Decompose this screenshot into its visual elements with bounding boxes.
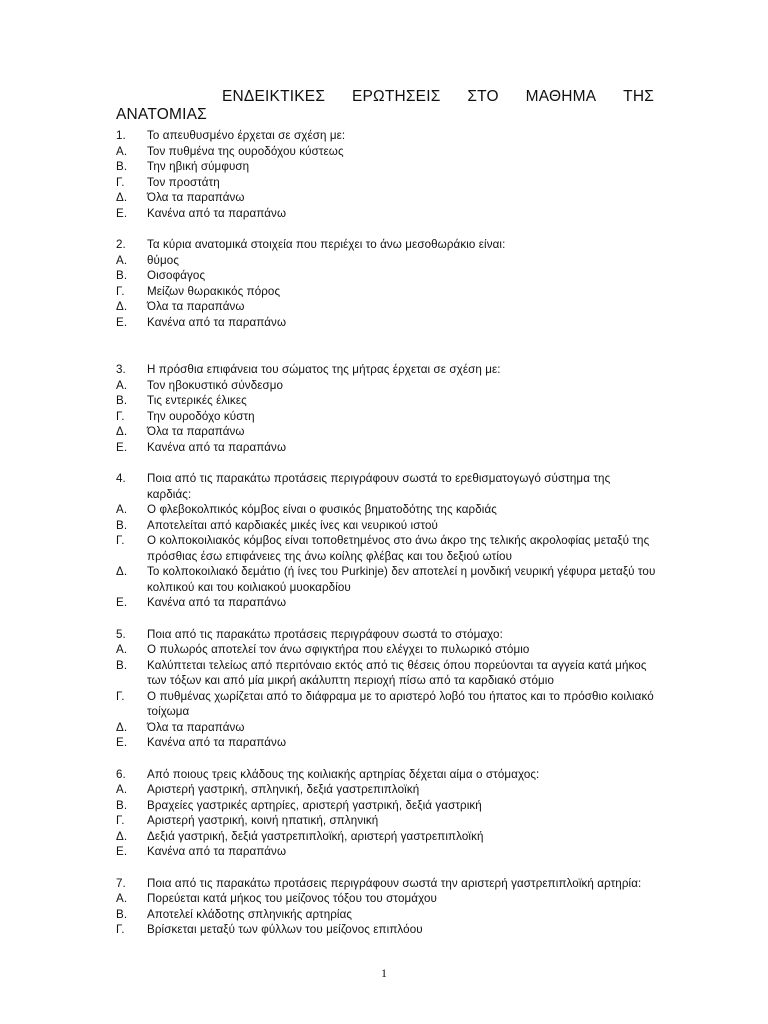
question-number: 5. bbox=[116, 627, 126, 641]
option-label: Α. bbox=[116, 378, 128, 392]
option-text: Αποτελεί κλάδοτης σπληνικής αρτηρίας bbox=[147, 907, 353, 921]
option-label: Ε. bbox=[116, 736, 128, 749]
answer-option bbox=[116, 595, 656, 611]
option-label: Β. bbox=[116, 269, 128, 282]
option-text: Όλα τα παραπάνω bbox=[147, 425, 245, 438]
option-text: Την ηβική σύμφυση bbox=[147, 160, 250, 173]
question-number: 3. bbox=[116, 363, 126, 376]
option-label: Α. bbox=[116, 503, 128, 516]
answer-option bbox=[116, 642, 656, 658]
option-label: Β. bbox=[116, 518, 128, 532]
spacer bbox=[116, 455, 656, 471]
question-text: Τα κύρια ανατομικά στοιχεία που περιέχει το άνω μεσοθωράκιο είναι: bbox=[147, 238, 506, 251]
answer-option bbox=[116, 159, 656, 175]
title-line-2: ΑΝΑΤΟΜΙΑΣ bbox=[116, 106, 207, 123]
option-label: Γ. bbox=[116, 689, 125, 703]
option-text: Μείζων θωρακικός πόρος bbox=[147, 284, 281, 298]
question-text: Από ποιους τρεις κλάδους της κοιλιακής αρτηρίας δέχεται αίμα ο στόμαχος: bbox=[147, 767, 540, 781]
answer-option bbox=[116, 907, 656, 923]
answer-option bbox=[116, 564, 656, 595]
question-stem bbox=[116, 362, 656, 378]
answer-option bbox=[116, 393, 656, 409]
title-word: ΜΑΘΗΜΑ bbox=[525, 88, 597, 105]
option-label: Α. bbox=[116, 892, 128, 905]
question-stem bbox=[116, 627, 656, 643]
option-label: Γ. bbox=[116, 923, 125, 936]
question-stem bbox=[116, 237, 656, 253]
spacer bbox=[116, 221, 656, 237]
option-text: Οισοφάγος bbox=[147, 269, 206, 282]
option-label: Β. bbox=[116, 160, 128, 173]
option-label: Δ. bbox=[116, 191, 128, 204]
option-text: Όλα τα παραπάνω bbox=[147, 191, 245, 204]
option-label: Γ. bbox=[116, 534, 125, 547]
answer-option bbox=[116, 502, 656, 518]
answer-option bbox=[116, 782, 656, 798]
answer-option bbox=[116, 175, 656, 191]
question-number: 4. bbox=[116, 472, 126, 485]
option-text: Το κολποκοιλιακό δεμάτιο (ή ίνες του Purkinje) δεν αποτελεί η μονδική νευρική γέφυρα μεταξύ του κολπικού και του κοιλιακού μυοκαρδίου bbox=[147, 565, 656, 594]
option-text: Κανένα από τα παραπάνω bbox=[147, 736, 287, 749]
option-text: Βραχείες γαστρικές αρτηρίες, αριστερή γαστρική, δεξιά γαστρική bbox=[147, 798, 482, 812]
answer-option bbox=[116, 268, 656, 284]
question-block bbox=[116, 128, 656, 221]
question-block bbox=[116, 876, 656, 938]
option-label: Δ. bbox=[116, 720, 128, 734]
option-text: Τον ηβοκυστικό σύνδεσμο bbox=[147, 378, 284, 392]
option-label: Ε. bbox=[116, 206, 128, 220]
answer-option bbox=[116, 658, 656, 689]
answer-option bbox=[116, 424, 656, 440]
answer-option bbox=[116, 813, 656, 829]
question-number: 2. bbox=[116, 238, 126, 251]
question-text: Ποια από τις παρακάτω προτάσεις περιγράφουν σωστά την αριστερή γαστρεπιπλοϊκή αρτηρία: bbox=[147, 876, 642, 890]
answer-option bbox=[116, 798, 656, 814]
option-label: Β. bbox=[116, 798, 128, 812]
answer-option bbox=[116, 689, 656, 720]
question-text: Ποια από τις παρακάτω προτάσεις περιγράφουν σωστά το ερεθισματογωγό σύστημα της καρδιάς: bbox=[147, 472, 611, 501]
spacer bbox=[116, 611, 656, 627]
answer-option bbox=[116, 284, 656, 300]
answer-option bbox=[116, 206, 656, 222]
option-label: Ε. bbox=[116, 596, 128, 609]
option-text: Τις εντερικές έλικες bbox=[147, 394, 247, 407]
question-block bbox=[116, 362, 656, 455]
question-stem bbox=[116, 471, 656, 502]
spacer bbox=[116, 860, 656, 876]
question-block bbox=[116, 237, 656, 330]
option-text: Τον προστάτη bbox=[147, 175, 220, 189]
question-number: 6. bbox=[116, 767, 126, 781]
option-text: Ο φλεβοκολπικός κόμβος είναι ο φυσικός βηματοδότης της καρδιάς bbox=[147, 503, 497, 516]
option-label: Β. bbox=[116, 394, 128, 407]
option-text: Όλα τα παραπάνω bbox=[147, 300, 245, 313]
option-label: Γ. bbox=[116, 284, 125, 298]
option-text: Αριστερή γαστρική, σπληνική, δεξιά γαστρεπιπλοϊκή bbox=[147, 783, 420, 796]
option-label: Ε. bbox=[116, 845, 128, 858]
answer-option bbox=[116, 253, 656, 269]
option-label: Α. bbox=[116, 783, 128, 796]
answer-option bbox=[116, 735, 656, 751]
question-block bbox=[116, 627, 656, 751]
option-text: Κανένα από τα παραπάνω bbox=[147, 440, 287, 454]
question-stem bbox=[116, 128, 656, 144]
option-text: Ο πυλωρός αποτελεί τον άνω σφιγκτήρα που ελέγχει το πυλωρικό στόμιο bbox=[147, 643, 530, 656]
question-text: Το απευθυσμένο έρχεται σε σχέση με: bbox=[147, 129, 346, 142]
option-label: Ε. bbox=[116, 440, 128, 454]
option-text: Τον πυθμένα της ουροδόχου κύστεως bbox=[147, 144, 344, 158]
option-label: Α. bbox=[116, 144, 128, 158]
question-list bbox=[116, 128, 656, 938]
option-text: Κανένα από τα παραπάνω bbox=[147, 315, 287, 329]
option-text: Κανένα από τα παραπάνω bbox=[147, 845, 287, 858]
answer-option bbox=[116, 891, 656, 907]
answer-option bbox=[116, 533, 656, 564]
option-label: Δ. bbox=[116, 565, 128, 578]
title-line-1 bbox=[116, 88, 654, 106]
answer-option bbox=[116, 440, 656, 456]
answer-option bbox=[116, 829, 656, 845]
answer-option bbox=[116, 378, 656, 394]
option-text: Ο πυθμένας χωρίζεται από το διάφραμα με το αριστερό λοβό του ήπατος και το πρόσθιο κοιλιακό τοίχωμα bbox=[147, 689, 654, 718]
option-label: Δ. bbox=[116, 300, 128, 313]
option-text: Δεξιά γαστρική, δεξιά γαστρεπιπλοϊκή, αριστερή γαστρεπιπλοϊκή bbox=[147, 829, 484, 843]
question-text: Ποια από τις παρακάτω προτάσεις περιγράφουν σωστά το στόμαχο: bbox=[147, 627, 503, 641]
option-text: Ο κολποκοιλιακός κόμβος είναι τοποθετημένος στο άνω άκρο της τελικής ακρολοφίας μεταξύ της πρόσθιας έσω επιφάνειες της άνω κοίλης φλέβας και του δεξιού ωτίου bbox=[147, 534, 650, 563]
page-number: 1 bbox=[381, 966, 387, 980]
option-text: Την ουροδόχο κύστη bbox=[147, 409, 255, 423]
option-label: Α. bbox=[116, 643, 128, 656]
option-label: Β. bbox=[116, 658, 128, 672]
spacer bbox=[116, 330, 656, 362]
option-text: Όλα τα παραπάνω bbox=[147, 720, 245, 734]
option-text: Αριστερή γαστρική, κοινή ηπατική, σπληνική bbox=[147, 814, 379, 827]
question-block bbox=[116, 767, 656, 860]
answer-option bbox=[116, 518, 656, 534]
question-text: Η πρόσθια επιφάνεια του σώματος της μήτρας έρχεται σε σχέση με: bbox=[147, 363, 501, 376]
spacer bbox=[116, 751, 656, 767]
document-title bbox=[116, 88, 654, 124]
question-stem bbox=[116, 876, 656, 892]
answer-option bbox=[116, 144, 656, 160]
option-label: Α. bbox=[116, 253, 128, 267]
option-label: Δ. bbox=[116, 425, 128, 438]
option-text: Αποτελείται από καρδιακές μικές ίνες και νευρικού ιστού bbox=[147, 518, 438, 532]
title-word: ΤΗΣ bbox=[623, 88, 654, 105]
question-stem bbox=[116, 767, 656, 783]
question-block bbox=[116, 471, 656, 611]
answer-option bbox=[116, 409, 656, 425]
option-label: Β. bbox=[116, 907, 128, 921]
option-label: Γ. bbox=[116, 814, 125, 827]
answer-option bbox=[116, 190, 656, 206]
question-number: 7. bbox=[116, 876, 126, 890]
option-label: Ε. bbox=[116, 315, 128, 329]
option-text: Βρίσκεται μεταξύ των φύλλων του μείζονος επιπλόου bbox=[147, 923, 423, 936]
question-number: 1. bbox=[116, 129, 126, 142]
option-label: Γ. bbox=[116, 409, 125, 423]
option-label: Γ. bbox=[116, 175, 125, 189]
option-text: θύμος bbox=[147, 253, 180, 267]
title-word: ΕΡΩΤΗΣΕΙΣ bbox=[351, 88, 441, 105]
option-text: Πορεύεται κατά μήκος του μείζονος τόξου του στομάχου bbox=[147, 892, 437, 905]
option-text: Καλύπτεται τελείως από περιτόναιο εκτός από τις θέσεις όπου πορεύονται τα αγγεία κατά μήκος των τόξων και από μία μικρή ακάλυπτη περιοχή πίσω από τα καρδιακό στόμιο bbox=[147, 658, 647, 687]
option-label: Δ. bbox=[116, 829, 128, 843]
title-word: ΕΝΔΕΙΚΤΙΚΕΣ bbox=[222, 88, 326, 105]
answer-option bbox=[116, 844, 656, 860]
answer-option bbox=[116, 720, 656, 736]
option-text: Κανένα από τα παραπάνω bbox=[147, 206, 287, 220]
answer-option bbox=[116, 299, 656, 315]
option-text: Κανένα από τα παραπάνω bbox=[147, 596, 287, 609]
title-word: ΣΤΟ bbox=[467, 88, 499, 105]
answer-option bbox=[116, 315, 656, 331]
answer-option bbox=[116, 922, 656, 938]
